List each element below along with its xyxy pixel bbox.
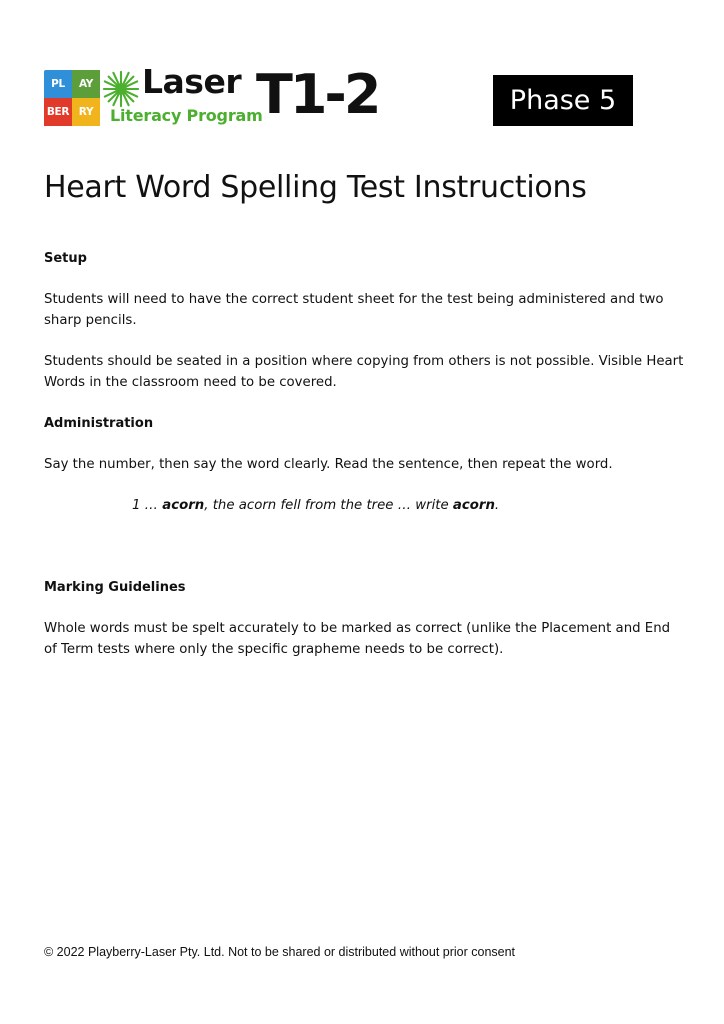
setup-paragraph-2: Students should be seated in a position where copying from others is not possible. Visible Heart Words in the classroom need to be covered. — [44, 354, 684, 390]
playberry-puzzle-logo — [44, 70, 100, 126]
example-prefix: 1 … — [132, 498, 163, 513]
example-word-repeat: acorn — [452, 498, 495, 513]
brand-name: Laser — [142, 62, 242, 101]
page-title: Heart Word Spelling Test Instructions — [44, 170, 587, 205]
example-middle: , the acorn fell from the tree … write — [204, 498, 453, 513]
phase-badge: Phase 5 — [493, 75, 633, 126]
administration-paragraph: Say the number, then say the word clearly. Read the sentence, then repeat the word. — [44, 457, 613, 472]
copyright-footer: © 2022 Playberry-Laser Pty. Ltd. Not to be shared or distributed without prior consent — [44, 945, 516, 959]
example-word: acorn — [162, 498, 205, 513]
document-body — [44, 248, 686, 660]
logo-piece-ay: AY — [72, 70, 100, 98]
logo-piece-pl: PL — [44, 70, 72, 98]
setup-paragraph-1: Students will need to have the correct student sheet for the test being administered and two sharp pencils. — [44, 292, 664, 328]
setup-heading: Setup — [44, 251, 87, 266]
marking-paragraph: Whole words must be spelt accurately to be marked as correct (unlike the Placement and End of Term tests where only the specific grapheme needs to be correct). — [44, 621, 671, 657]
laser-burst-icon — [102, 70, 140, 108]
example-suffix: . — [494, 498, 500, 513]
marking-heading: Marking Guidelines — [44, 580, 186, 595]
example-sentence — [132, 495, 686, 516]
administration-heading: Administration — [44, 416, 154, 431]
brand-subtitle: Literacy Program — [110, 106, 263, 125]
logo-piece-ber: BER — [44, 98, 72, 126]
logo-piece-ry: RY — [72, 98, 100, 126]
brand-level: T1-2 — [256, 63, 379, 126]
